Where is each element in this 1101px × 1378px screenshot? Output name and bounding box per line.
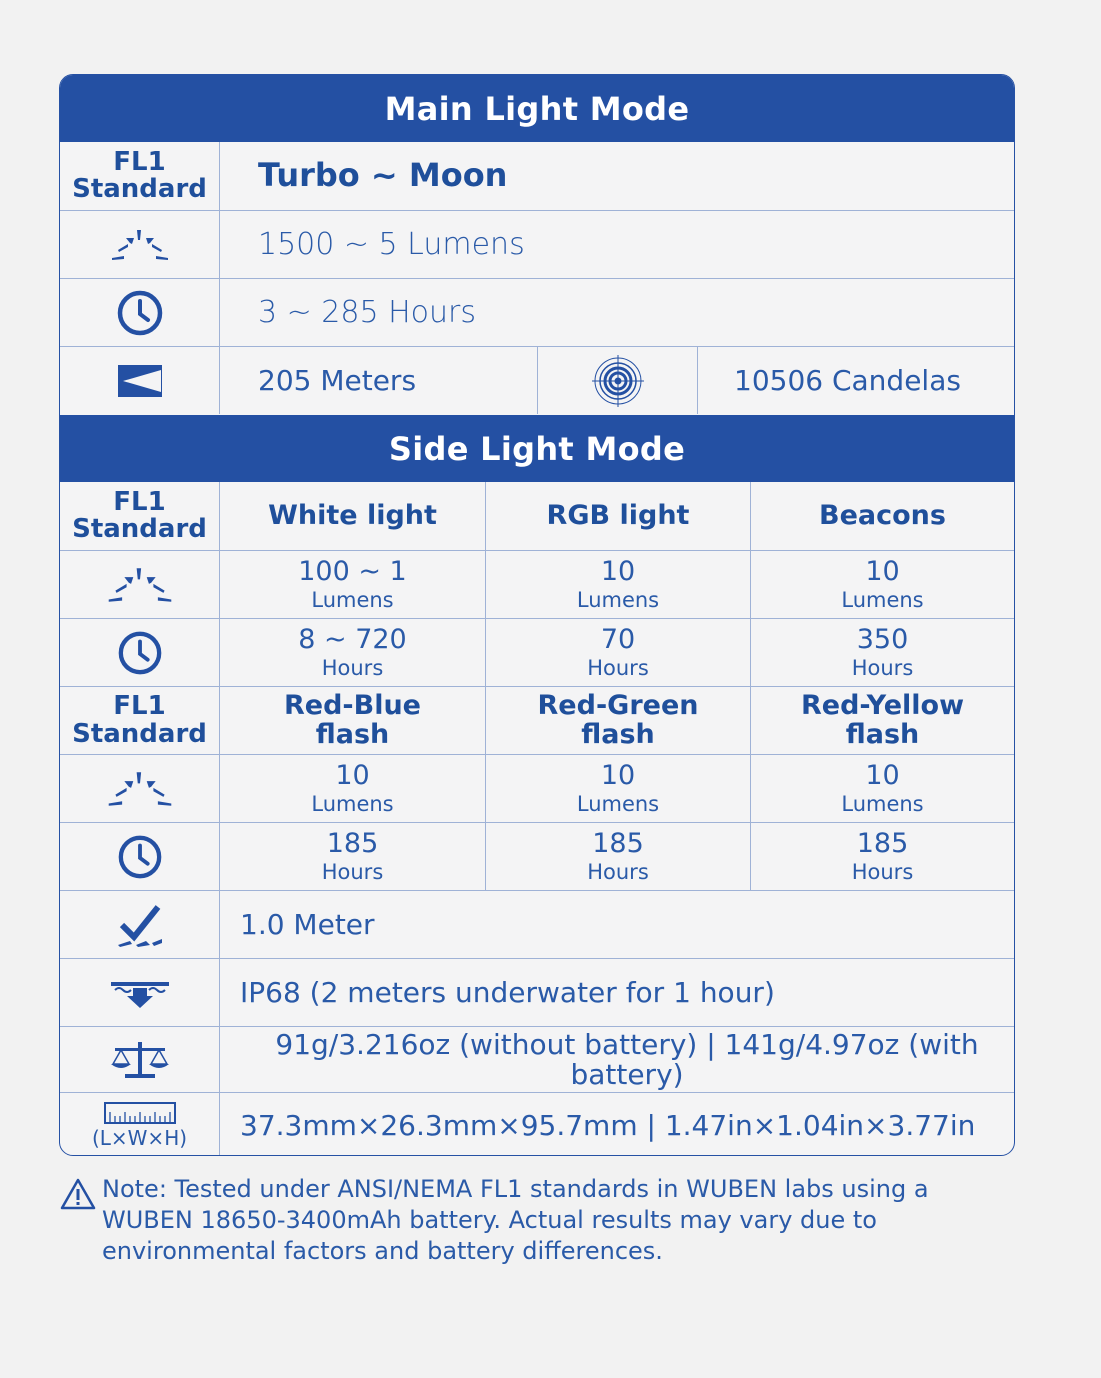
candelas-value: 10506 Candelas bbox=[734, 363, 961, 397]
impact-value: 1.0 Meter bbox=[240, 907, 375, 941]
col-red-yellow-flash bbox=[750, 687, 1014, 754]
cell-red-green-lumens bbox=[485, 755, 750, 822]
beam-distance-icon bbox=[60, 347, 219, 414]
main-lumens-value: 1500 ~ 5 Lumens bbox=[258, 226, 525, 262]
column-header: flash bbox=[581, 718, 655, 750]
cell-red-yellow-lumens bbox=[750, 755, 1014, 822]
side-lumens-row-1 bbox=[60, 550, 1014, 618]
unit: Lumens bbox=[311, 791, 394, 816]
side-light-header: Side Light Mode bbox=[60, 415, 1014, 482]
impact-row bbox=[60, 890, 1014, 958]
waterproof-value: IP68 (2 meters underwater for 1 hour) bbox=[240, 975, 775, 1009]
value: 70 bbox=[600, 624, 636, 656]
column-header: flash bbox=[845, 718, 920, 750]
value: 185 bbox=[326, 828, 379, 860]
value: 100 ~ 1 bbox=[298, 556, 407, 588]
value: 10 bbox=[865, 760, 900, 792]
weight-row bbox=[60, 1026, 1014, 1092]
note-text: Note: Tested under ANSI/NEMA FL1 standards in WUBEN labs using a WUBEN 18650-3400mAh battery. Actual results may vary due to environmental factors and battery differences. bbox=[102, 1175, 929, 1265]
column-header: flash bbox=[315, 718, 390, 750]
cell-white-hours bbox=[219, 619, 485, 686]
fl1-standard-label bbox=[60, 142, 219, 210]
dimensions-row bbox=[60, 1092, 1014, 1156]
col-red-green-flash bbox=[485, 687, 750, 754]
lumens-icon bbox=[60, 211, 219, 278]
column-header: Red-Blue bbox=[283, 690, 421, 722]
unit: Lumens bbox=[576, 587, 660, 612]
impact-cell bbox=[219, 891, 1014, 958]
dimensions-value: 37.3mm×26.3mm×95.7mm | 1.47in×1.04in×3.77in bbox=[240, 1108, 976, 1142]
main-mode-row bbox=[60, 142, 1014, 210]
main-light-header: Main Light Mode bbox=[60, 75, 1014, 142]
cell-red-blue-lumens bbox=[219, 755, 485, 822]
unit: Lumens bbox=[576, 791, 660, 816]
unit: Lumens bbox=[311, 587, 394, 612]
cell-red-yellow-hours bbox=[750, 823, 1014, 890]
standard-text: Standard bbox=[72, 174, 207, 204]
lumens-icon bbox=[60, 755, 219, 822]
cell-rgb-lumens bbox=[485, 551, 750, 618]
unit: Hours bbox=[587, 655, 649, 680]
lumens-icon bbox=[60, 551, 219, 618]
column-header: Red-Green bbox=[537, 690, 699, 722]
footnote bbox=[60, 1174, 1020, 1267]
dimensions-icon-label: (L×W×H) bbox=[91, 1126, 188, 1150]
cell-beacons-lumens bbox=[750, 551, 1014, 618]
waterproof-cell bbox=[219, 959, 1014, 1026]
value: 10 bbox=[600, 760, 636, 792]
value: 350 bbox=[856, 624, 909, 656]
warning-icon bbox=[60, 1178, 96, 1210]
clock-icon bbox=[60, 619, 219, 686]
value: 185 bbox=[592, 828, 644, 860]
side-head-row-2 bbox=[60, 686, 1014, 754]
weight-value: 91g/3.216oz (without battery) | 141g/4.97oz (with battery) bbox=[275, 1028, 979, 1091]
unit: Hours bbox=[851, 859, 914, 884]
col-white-light bbox=[219, 482, 485, 550]
waterproof-icon bbox=[60, 959, 219, 1026]
main-lumens-row bbox=[60, 210, 1014, 278]
clock-icon bbox=[60, 279, 219, 346]
fl1-text: FL1 bbox=[113, 486, 166, 517]
main-mode-value: Turbo ~ Moon bbox=[258, 156, 508, 195]
distance-cell bbox=[219, 347, 537, 414]
main-hours-row bbox=[60, 278, 1014, 346]
unit: Hours bbox=[321, 859, 384, 884]
main-hours-value: 3 ~ 285 Hours bbox=[258, 294, 476, 330]
fl1-standard-label bbox=[60, 687, 219, 754]
unit: Lumens bbox=[841, 791, 924, 816]
value: 185 bbox=[856, 828, 909, 860]
value: 10 bbox=[335, 760, 370, 792]
main-mode-cell bbox=[219, 142, 1014, 210]
fl1-standard-label bbox=[60, 482, 219, 550]
column-header: Beacons bbox=[819, 499, 946, 531]
ruler-icon bbox=[60, 1093, 219, 1156]
standard-text: Standard bbox=[72, 514, 207, 544]
distance-value: 205 Meters bbox=[258, 363, 417, 397]
dimensions-cell bbox=[219, 1093, 1014, 1156]
scale-icon bbox=[60, 1027, 219, 1092]
fl1-text: FL1 bbox=[113, 691, 166, 722]
main-hours-cell bbox=[219, 279, 1014, 346]
cell-red-blue-hours bbox=[219, 823, 485, 890]
unit: Hours bbox=[321, 655, 384, 680]
unit: Lumens bbox=[841, 587, 924, 612]
col-rgb-light bbox=[485, 482, 750, 550]
target-icon bbox=[537, 347, 697, 414]
impact-icon bbox=[60, 891, 219, 958]
unit: Hours bbox=[587, 859, 649, 884]
unit: Hours bbox=[851, 655, 914, 680]
standard-text: Standard bbox=[72, 718, 207, 749]
waterproof-row bbox=[60, 958, 1014, 1026]
side-lumens-row-2 bbox=[60, 754, 1014, 822]
value: 8 ~ 720 bbox=[298, 624, 407, 656]
column-header: Red-Yellow bbox=[800, 690, 965, 722]
col-red-blue-flash bbox=[219, 687, 485, 754]
spec-card bbox=[59, 74, 1015, 1156]
value: 10 bbox=[600, 556, 636, 588]
value: 10 bbox=[865, 556, 900, 588]
weight-cell bbox=[219, 1027, 1014, 1092]
column-header: RGB light bbox=[546, 499, 690, 531]
side-hours-row-2 bbox=[60, 822, 1014, 890]
main-lumens-cell bbox=[219, 211, 1014, 278]
side-hours-row-1 bbox=[60, 618, 1014, 686]
clock-icon bbox=[60, 823, 219, 890]
candelas-cell bbox=[697, 347, 1014, 414]
cell-red-green-hours bbox=[485, 823, 750, 890]
cell-beacons-hours bbox=[750, 619, 1014, 686]
col-beacons bbox=[750, 482, 1014, 550]
side-head-row-1 bbox=[60, 482, 1014, 550]
fl1-text: FL1 bbox=[113, 146, 166, 177]
column-header: White light bbox=[268, 499, 437, 531]
cell-white-lumens bbox=[219, 551, 485, 618]
cell-rgb-hours bbox=[485, 619, 750, 686]
main-distance-row bbox=[60, 346, 1014, 414]
